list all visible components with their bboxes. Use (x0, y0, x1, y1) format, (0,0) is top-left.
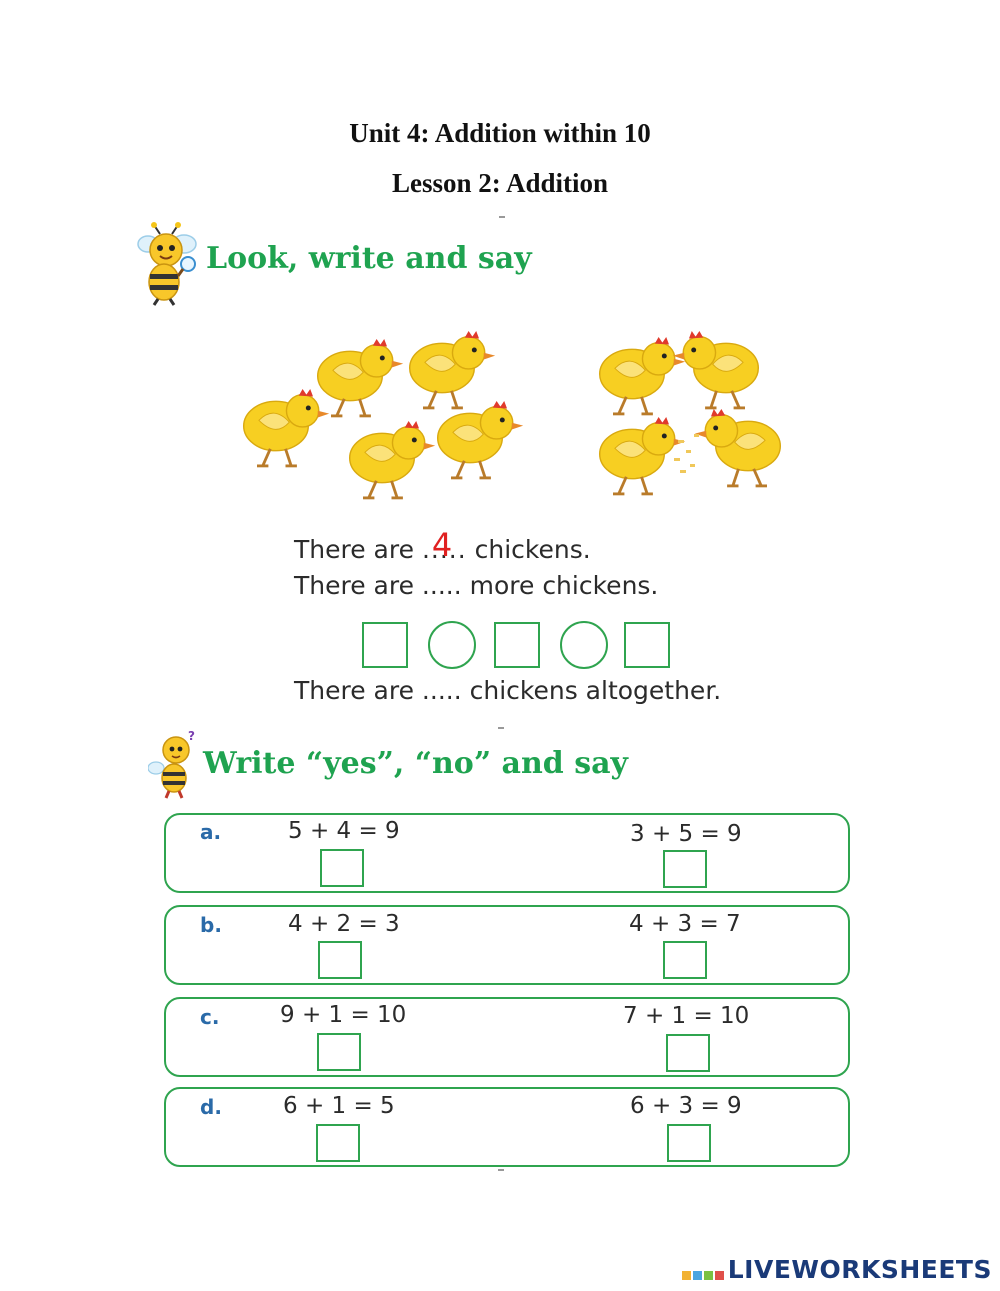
row-letter: b. (200, 913, 222, 937)
equation-left: 4 + 2 = 3 (288, 911, 400, 937)
equation-right: 6 + 3 = 9 (630, 1093, 742, 1119)
section2-heading: Write “yes”, “no” and say (203, 746, 628, 781)
sentence1-blank: ..... (421, 535, 467, 564)
number-box-2[interactable] (494, 622, 540, 668)
liveworksheets-logo (681, 1255, 992, 1286)
separator-mark (499, 216, 505, 218)
bee-icon (132, 222, 202, 306)
separator-mark (498, 727, 504, 729)
svg-text:?: ? (188, 730, 195, 743)
section1-heading: Look, write and say (206, 241, 532, 276)
yes-no-answer-box[interactable] (667, 1124, 711, 1162)
lesson-title: Lesson 2: Addition (391, 168, 609, 198)
chick-1 (244, 389, 330, 466)
sentence-count-3: There are ..... chickens altogether. (294, 676, 722, 705)
number-box-1[interactable] (362, 622, 408, 668)
equation-right: 3 + 5 = 9 (630, 821, 742, 847)
sentence1-before: There are (294, 535, 414, 564)
chick-7 (673, 331, 759, 408)
yes-no-answer-box[interactable] (663, 850, 707, 888)
yes-no-answer-box[interactable] (663, 941, 707, 979)
row-letter: c. (200, 1005, 220, 1029)
equation-left: 5 + 4 = 9 (288, 818, 400, 844)
logo-tile (693, 1271, 702, 1280)
bee-thinking-icon (148, 730, 198, 800)
operator-circle-2[interactable] (560, 621, 608, 669)
unit-title: Unit 4: Addition within 10 (349, 118, 651, 148)
chick-5 (438, 401, 524, 478)
separator-mark (498, 1169, 504, 1171)
row-letter: a. (200, 820, 222, 844)
yes-no-answer-box[interactable] (316, 1124, 360, 1162)
logo-tiles-icon (681, 1257, 725, 1286)
chick-4 (410, 331, 496, 408)
chick-2 (318, 339, 404, 416)
exercise-row-d (164, 1087, 850, 1167)
chick-6 (600, 337, 686, 414)
equation-right: 4 + 3 = 7 (629, 911, 741, 937)
exercise-row-b (164, 905, 850, 985)
chick-9 (695, 409, 781, 486)
logo-tile (715, 1271, 724, 1280)
yes-no-answer-box[interactable] (666, 1034, 710, 1072)
answer-input-chickens[interactable] (424, 528, 460, 562)
exercise-row-a (164, 813, 850, 893)
number-box-3[interactable] (624, 622, 670, 668)
yes-no-answer-box[interactable] (320, 849, 364, 887)
logo-text: LIVEWORKSHEETS (727, 1255, 992, 1284)
sentence1-after: chickens. (474, 535, 591, 564)
chickens-illustration (232, 318, 792, 504)
sentence-count-2: There are ..... more chickens. (294, 571, 659, 600)
logo-tile (682, 1271, 691, 1280)
chick-8 (600, 417, 686, 494)
equation-left: 6 + 1 = 5 (283, 1093, 395, 1119)
row-letter: d. (200, 1095, 222, 1119)
logo-tile (704, 1271, 713, 1280)
chick-3 (350, 421, 436, 498)
equation-left: 9 + 1 = 10 (280, 1002, 407, 1028)
yes-no-answer-box[interactable] (317, 1033, 361, 1071)
yes-no-answer-box[interactable] (318, 941, 362, 979)
operator-circle-1[interactable] (428, 621, 476, 669)
equation-right: 7 + 1 = 10 (623, 1003, 750, 1029)
